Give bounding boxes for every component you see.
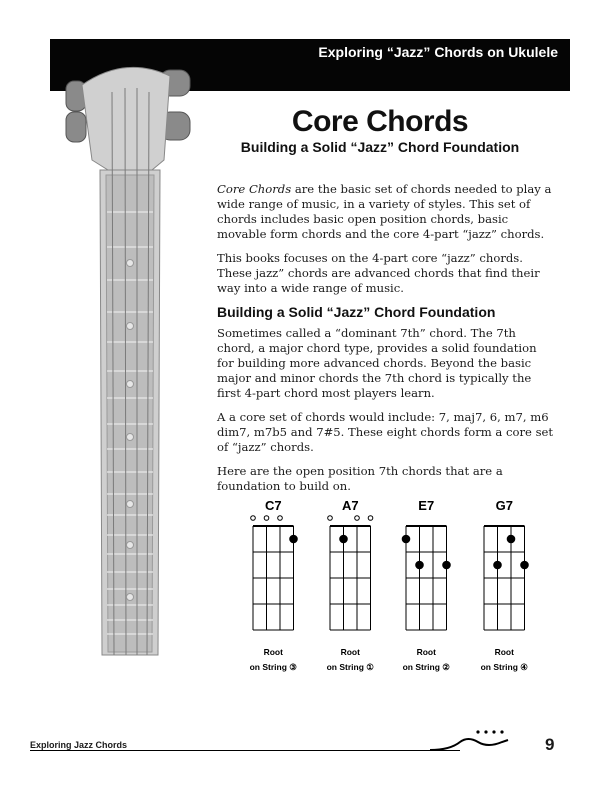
page-subtitle: Building a Solid “Jazz” Chord Foundation <box>240 139 520 155</box>
page-title: Core Chords <box>291 105 469 138</box>
root-label: Root <box>340 647 360 657</box>
paragraph-5: Here are the open position 7th chords that are a foundation to build on. <box>217 464 503 493</box>
chord-name: G7 <box>495 498 513 513</box>
finger-dot <box>339 535 348 544</box>
ukulele-swoosh-icon <box>430 726 540 756</box>
page-number: 9 <box>545 735 555 754</box>
chord-name: E7 <box>418 498 435 513</box>
root-label: Root <box>263 647 283 657</box>
footer-divider <box>30 750 460 751</box>
chord-name: C7 <box>264 498 282 513</box>
root-string-label: on String ④ <box>480 662 528 672</box>
root-label: Root <box>494 647 514 657</box>
open-string-marker <box>264 516 269 521</box>
finger-dot <box>520 561 529 570</box>
finger-dot <box>415 561 424 570</box>
footer-book-title: Exploring Jazz Chords <box>30 740 128 750</box>
core-chords-emphasis: Core Chords <box>217 182 292 196</box>
section-heading: Building a Solid “Jazz” Chord Foundation <box>217 304 496 320</box>
open-string-marker <box>368 516 373 521</box>
chord-name: A7 <box>341 498 359 513</box>
root-string-label: on String ③ <box>249 662 297 672</box>
finger-dot <box>402 535 411 544</box>
paragraph-1-text: are the basic set of chords needed to play a wide range of music, in a variety of styles. This set of chords includes basic open position chords, basic movable form chords and the core 4-part “jazz” chords. <box>217 182 552 241</box>
header-title: Exploring “Jazz” Chords on Ukulele <box>318 44 558 60</box>
open-string-marker <box>328 516 333 521</box>
finger-dot <box>442 561 451 570</box>
open-string-marker <box>278 516 283 521</box>
paragraph-4: A a core set of chords would include: 7, maj7, 6, m7, m6 dim7, m7b5 and 7#5. These eight chords form a core set of “jazz” chords. <box>217 410 554 454</box>
paragraph-3: Sometimes called a “dominant 7th” chord. The 7th chord, a major chord type, provides a solid foundation for building more advanced chords. Beyond the basic major and minor chords the 7th chord is typically the first 4-part chord most players learn. <box>217 326 537 400</box>
root-string-label: on String ① <box>326 662 374 672</box>
root-label: Root <box>416 647 436 657</box>
finger-dot <box>493 561 502 570</box>
finger-dot <box>289 535 298 544</box>
finger-dot <box>507 535 516 544</box>
open-string-marker <box>251 516 256 521</box>
root-string-label: on String ② <box>402 662 450 672</box>
paragraph-2: This books focuses on the 4-part core “jazz” chords. These jazz” chords are advanced chords that find their way into a wide range of music. <box>217 251 540 295</box>
open-string-marker <box>355 516 360 521</box>
